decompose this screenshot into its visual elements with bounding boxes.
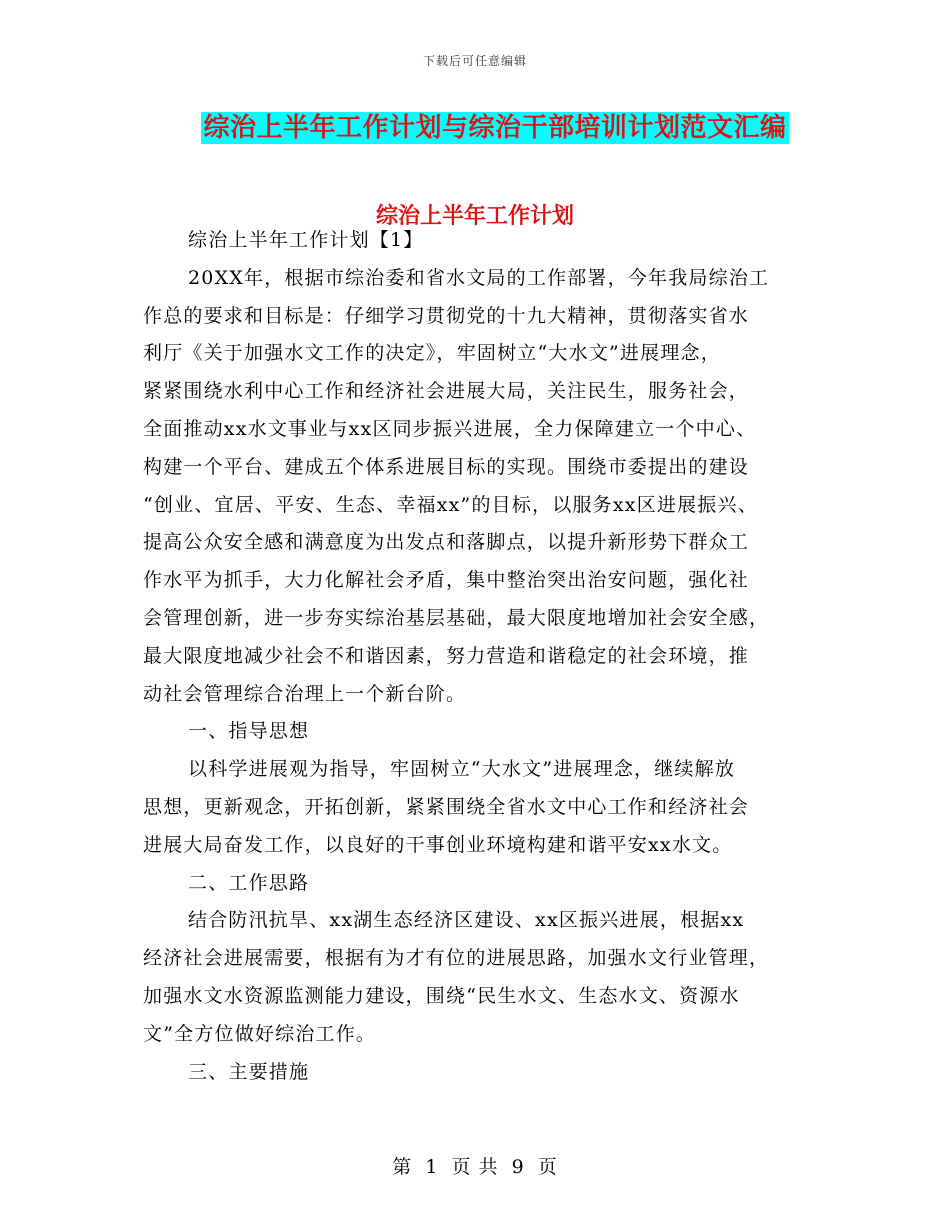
text-line: 二、工作思路 — [188, 871, 310, 894]
paragraph — [143, 260, 803, 714]
text-line: 三、主要措施 — [188, 1060, 310, 1083]
text-line: 利厅《关于加强水文工作的决定》，牢固树立“大水文”进展理念， — [143, 342, 721, 365]
document-title-wrap — [0, 112, 950, 144]
text-line: 最大限度地减少社会不和谐因素，努力营造和谐稳定的社会环境，推 — [143, 644, 750, 667]
footer-middle: 页 共 — [451, 1156, 499, 1178]
document-body — [143, 222, 803, 1091]
footer-total-pages: 9 — [511, 1156, 525, 1178]
text-line: “创业、宜居、平安、生态、幸福xx”的目标，以服务xx区进展振兴、 — [143, 493, 758, 516]
heading-main-measures — [143, 1054, 803, 1092]
header-note: 下载后可任意编辑 — [422, 54, 527, 68]
text-line: 结合防汛抗旱、xx湖生态经济区建设、xx区振兴进展，根据xx — [188, 909, 745, 932]
text-line: 提高公众安全感和满意度为出发点和落脚点，以提升新形势下群众工 — [143, 531, 750, 554]
text-line: 加强水文水资源监测能力建设，围绕“民生水文、生态水文、资源水 — [143, 984, 740, 1007]
text-line: 综治上半年工作计划【1】 — [188, 229, 424, 251]
text-line: 一、指导思想 — [188, 720, 310, 743]
text-line: 全面推动xx水文事业与xx区同步振兴进展，全力保障建立一个中心、 — [143, 417, 757, 440]
section-title: 综治上半年工作计划 — [375, 203, 574, 229]
text-line: 进展大局奋发工作，以良好的干事创业环境构建和谐平安xx水文。 — [143, 833, 733, 856]
footer-prefix: 第 — [392, 1156, 413, 1178]
text-line: 经济社会进展需要，根据有为才有位的进展思路，加强水文行业管理， — [143, 947, 770, 970]
text-line: 构建一个平台、建成五个体系进展目标的实现。围绕市委提出的建设 — [143, 455, 750, 478]
heading-guiding-ideology — [143, 713, 803, 751]
text-line: 作总的要求和目标是：仔细学习贯彻党的十九大精神，贯彻落实省水 — [143, 304, 750, 327]
paragraph — [143, 902, 803, 1053]
heading-work-approach — [143, 865, 803, 903]
text-line: 以科学进展观为指导，牢固树立“大水文”进展理念，继续解放 — [188, 758, 736, 781]
footer-suffix: 页 — [537, 1156, 558, 1178]
paragraph — [143, 751, 803, 864]
document-title: 综治上半年工作计划与综治干部培训计划范文汇编 — [203, 113, 787, 143]
text-line: 思想，更新观念，开拓创新，紧紧围绕全省水文中心工作和经济社会 — [143, 795, 750, 818]
footer-page-number: 1 — [425, 1156, 439, 1178]
text-line: 作水平为抓手，大力化解社会矛盾，集中整治突出治安问题，强化社 — [143, 569, 750, 592]
text-line: 紧紧围绕水利中心工作和经济社会进展大局，关注民生，服务社会， — [143, 380, 750, 403]
text-line: 20XX年，根据市综治委和省水文局的工作部署，今年我局综治工 — [188, 266, 770, 289]
text-line: 会管理创新，进一步夯实综治基层基础，最大限度地增加社会安全感， — [143, 606, 770, 629]
page-footer — [0, 1152, 950, 1179]
text-line: 动社会管理综合治理上一个新台阶。 — [143, 682, 467, 705]
paragraph — [143, 222, 803, 260]
text-line: 文”全方位做好综治工作。 — [143, 1022, 377, 1045]
